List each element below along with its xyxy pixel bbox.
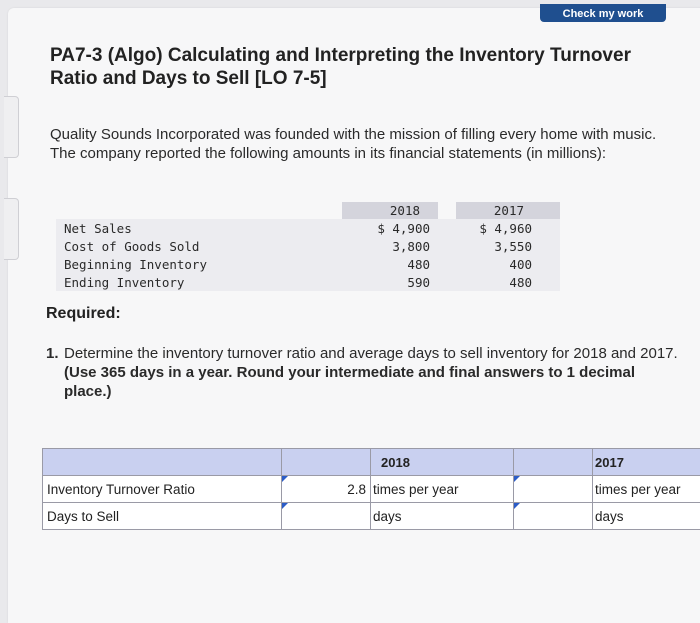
financial-row-label: Net Sales (56, 219, 342, 237)
answer-row-inventory-turnover (43, 476, 700, 503)
answer-year-2017: 2017 (593, 449, 700, 476)
question-text (64, 344, 681, 401)
financial-value-2018: 480 (342, 255, 438, 273)
financial-header-blank (56, 202, 342, 219)
input-marker-icon (514, 503, 520, 509)
question-prompt: Determine the inventory turnover ratio and average days to sell inventory for 2018 and 2017. (64, 345, 678, 362)
financial-year-2018: 2018 (342, 202, 438, 219)
financial-gap (438, 237, 456, 255)
financial-value-2017: 3,550 (456, 237, 560, 255)
answer-row-label: Inventory Turnover Ratio (43, 476, 282, 503)
financial-value-2018: $ 4,900 (342, 219, 438, 237)
answer-header-row (43, 449, 700, 476)
financial-row-label: Ending Inventory (56, 273, 342, 291)
financial-value-2018: 590 (342, 273, 438, 291)
answer-header-spacer (282, 449, 371, 476)
financial-header-row (56, 202, 560, 219)
problem-intro: Quality Sounds Incorporated was founded with the mission of filling every home with music. The company reported the following amounts in its financial statements (in millions): (50, 125, 675, 163)
question-1 (46, 344, 681, 401)
financial-value-2017: 400 (456, 255, 560, 273)
side-tab[interactable] (4, 96, 19, 158)
answer-unit: days (371, 503, 514, 530)
check-my-work-button[interactable]: Check my work (540, 4, 666, 22)
required-heading: Required: (46, 305, 121, 323)
input-marker-icon (282, 476, 288, 482)
answer-unit: times per year (593, 476, 700, 503)
answer-row-label: Days to Sell (43, 503, 282, 530)
days-2018-input[interactable] (282, 503, 371, 530)
question-panel (8, 8, 700, 623)
answer-unit: days (593, 503, 700, 530)
input-marker-icon (514, 476, 520, 482)
financial-row (56, 219, 560, 237)
financial-row (56, 237, 560, 255)
answer-table (42, 448, 700, 530)
input-marker-icon (282, 503, 288, 509)
financial-value-2018: 3,800 (342, 237, 438, 255)
financial-value-2017: 480 (456, 273, 560, 291)
answer-header-blank (43, 449, 282, 476)
answer-year-2018: 2018 (371, 449, 514, 476)
turnover-2018-value: 2.8 (347, 482, 366, 497)
financial-gap (438, 219, 456, 237)
financial-gap (438, 273, 456, 291)
financial-value-2017: $ 4,960 (456, 219, 560, 237)
financial-row-label: Beginning Inventory (56, 255, 342, 273)
financial-row (56, 255, 560, 273)
answer-row-days-to-sell (43, 503, 700, 530)
financial-year-2017: 2017 (456, 202, 560, 219)
answer-header-spacer (514, 449, 593, 476)
financial-header-gap (438, 202, 456, 219)
problem-title: PA7-3 (Algo) Calculating and Interpreting the Inventory Turnover Ratio and Days to Sell [LO 7-5] (50, 44, 670, 90)
question-instruction: (Use 365 days in a year. Round your intermediate and final answers to 1 decimal place.) (64, 364, 635, 400)
answer-unit: times per year (371, 476, 514, 503)
financial-row (56, 273, 560, 291)
financial-gap (438, 255, 456, 273)
question-number: 1. (46, 344, 59, 363)
side-tab[interactable] (4, 198, 19, 260)
financial-row-label: Cost of Goods Sold (56, 237, 342, 255)
turnover-2017-input[interactable] (514, 476, 593, 503)
financial-data-table (56, 202, 560, 291)
turnover-2018-input[interactable] (282, 476, 371, 503)
days-2017-input[interactable] (514, 503, 593, 530)
